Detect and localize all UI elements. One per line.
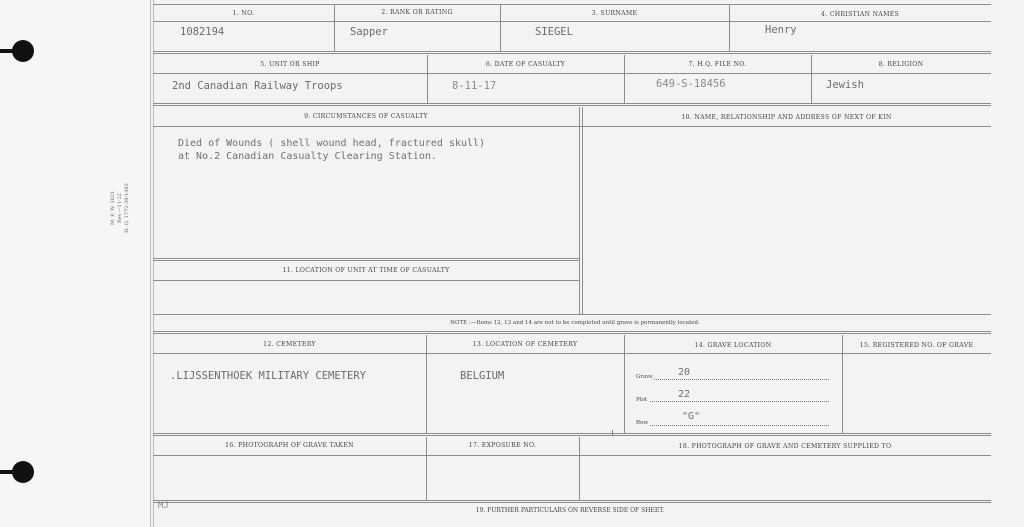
date-of-casualty-value: 8-11-17 [452, 80, 497, 92]
cemetery-label: 12. CEMETERY [263, 341, 316, 348]
christian-names-value: Henry [765, 24, 797, 36]
grave-sub-label: Grave [636, 374, 653, 380]
location-of-unit-label: 11. LOCATION OF UNIT AT TIME OF CASUALTY [282, 267, 450, 274]
rule [426, 335, 427, 434]
margin-rule [150, 0, 151, 527]
circumstances-value: Died of Wounds ( shell wound head, fractured skull) at No.2 Canadian Casualty Clearing Station. [178, 138, 486, 162]
date-of-casualty-label: 6. DATE OF CASUALTY [485, 61, 566, 68]
plot-value: 22 [678, 389, 691, 400]
row-dotline [650, 425, 829, 426]
rule [153, 103, 991, 106]
location-of-cemetery-label: 13. LOCATION OF CEMETERY [472, 341, 578, 348]
surname-label: 3. SURNAME [591, 10, 638, 17]
circumstances-label: 9. CIRCUMSTANCES OF CASUALTY [304, 113, 428, 120]
rule [153, 280, 580, 281]
rule [153, 73, 991, 74]
grave-location-label: 14. GRAVE LOCATION [694, 342, 772, 349]
rule [153, 126, 991, 127]
exposure-no-label: 17. EXPOSURE NO. [468, 442, 537, 449]
hq-file-no-label: 7. H.Q. FILE NO. [688, 61, 747, 68]
hq-file-no-value: 649-S-18456 [656, 78, 726, 90]
row-value: "G" [682, 411, 701, 422]
punch-hole-top [12, 40, 34, 62]
religion-label: 8. RELIGION [878, 61, 924, 68]
photo-supplied-label: 18. PHOTOGRAPH OF GRAVE AND CEMETERY SUPPLIED TO [678, 443, 892, 450]
rule [153, 433, 991, 436]
note-text: NOTE :—Items 12, 13 and 14 are not to be completed until grave is permanently located. [450, 320, 700, 326]
rule [624, 335, 625, 434]
surname-value: SIEGEL [535, 26, 573, 38]
cemetery-value: .LIJSSENTHOEK MILITARY CEMETERY [170, 370, 366, 382]
grave-dotline [654, 379, 829, 380]
no-label: 1. NO. [232, 10, 255, 17]
rule [842, 335, 843, 434]
punch-hole-bottom [12, 461, 34, 483]
photo-taken-label: 16. PHOTOGRAPH OF GRAVE TAKEN [225, 442, 354, 449]
rule [153, 258, 580, 261]
rule [153, 353, 991, 354]
unit-label: 5. UNIT OR SHIP [260, 61, 320, 68]
rule [153, 314, 991, 315]
ink-mark [612, 430, 613, 436]
registered-no-label: 15. REGISTERED NO. OF GRAVE [859, 342, 974, 349]
rank-value: Sapper [350, 26, 388, 38]
location-of-cemetery-value: BELGIUM [460, 370, 505, 382]
no-value: 1082194 [180, 26, 225, 38]
grave-value: 20 [678, 367, 691, 378]
rule [153, 21, 991, 22]
religion-value: Jewish [826, 79, 864, 91]
clerk-initials: MJ [158, 501, 169, 511]
christian-names-label: 4. CHRISTIAN NAMES [820, 11, 900, 18]
next-of-kin-label: 10. NAME, RELATIONSHIP AND ADDRESS OF NEXT OF KIN [681, 114, 892, 121]
binding-margin [0, 0, 150, 527]
plot-dotline [650, 401, 829, 402]
form-code-line: H. Q. 1772-39-1483 [124, 183, 130, 233]
rank-label: 2. RANK OR RATING [381, 9, 453, 16]
rule [582, 107, 583, 314]
form-code-line: Rev.—11-22 [117, 193, 123, 223]
rule [153, 51, 991, 54]
footer-note: 19. FURTHER PARTICULARS ON REVERSE SIDE OF SHEET. [475, 507, 665, 514]
unit-value: 2nd Canadian Railway Troops [172, 80, 343, 92]
row-sub-label: Row [636, 420, 649, 426]
plot-sub-label: Plot [636, 397, 647, 403]
form-code-line: M. F. W. 3621 [110, 190, 116, 226]
rule [153, 455, 991, 456]
rule [153, 331, 991, 334]
rule [579, 107, 580, 314]
rule [153, 500, 991, 503]
rule [153, 4, 991, 5]
